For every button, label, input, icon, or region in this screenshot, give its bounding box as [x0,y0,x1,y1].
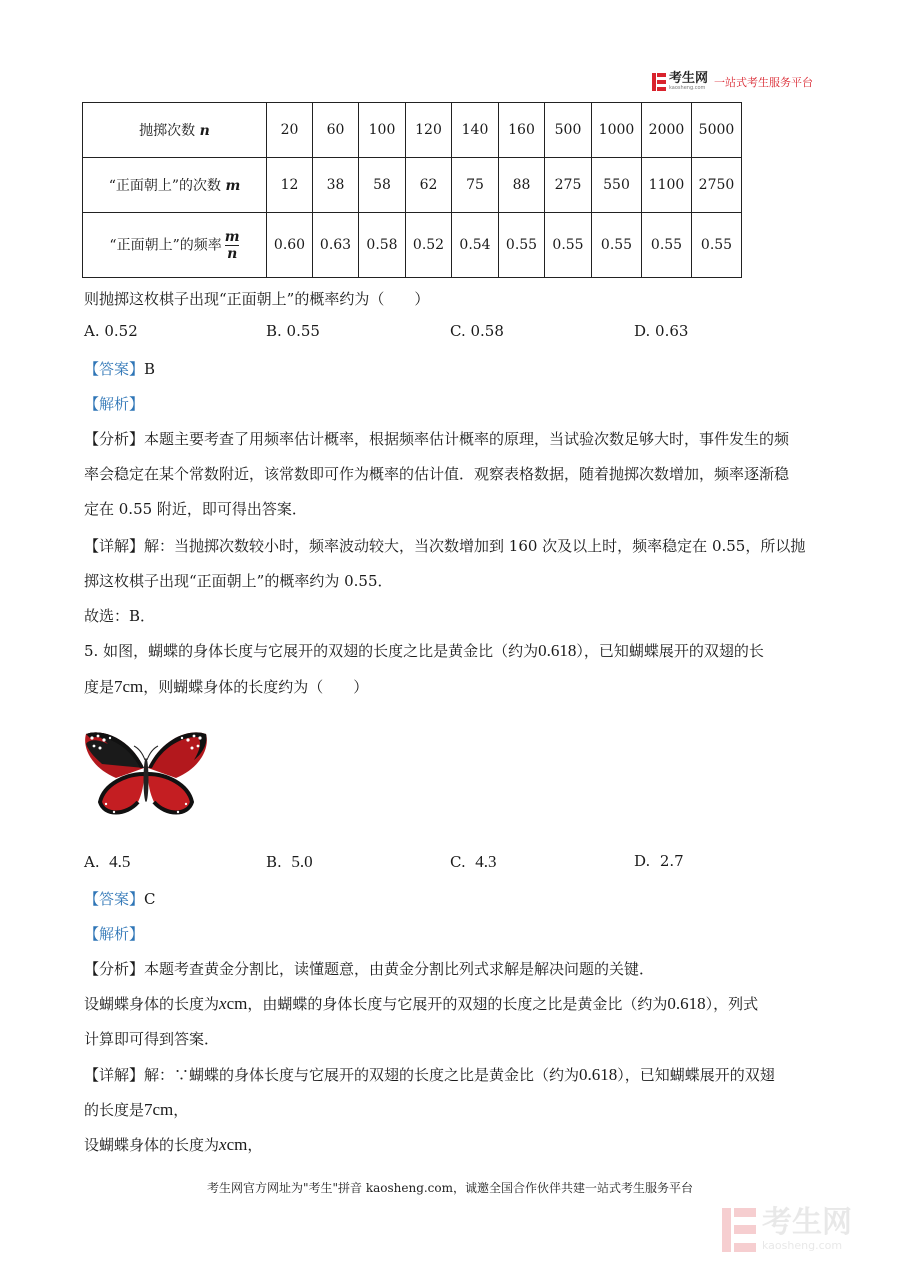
row-label-freq: “正面朝上”的频率 $\frac{m}{n}$ [83,213,267,278]
table-cell: 0.52 [406,213,452,278]
q5-last-line: 设蝴蝶身体的长度为xcm， [84,1135,263,1154]
q5-answer: 【答案】C [84,890,156,908]
watermark-logo [722,1207,852,1252]
table-cell: 12 [267,158,313,213]
logo-name: 考生网 [669,71,709,86]
table-cell: 0.60 [267,213,313,278]
table-row-freq [83,213,742,278]
table-cell: 275 [545,158,592,213]
q5-detail-line2: 的长度是7cm， [84,1100,189,1119]
table-cell: 1000 [592,103,642,158]
table-cell: 88 [499,158,545,213]
table-cell: 58 [359,158,406,213]
kaosheng-watermark-icon [722,1208,756,1252]
watermark-domain: kaosheng.com [762,1239,843,1252]
q4-fenxi-line2: 率会稳定在某个常数附近，该常数即可作为概率的估计值．观察表格数据，随着抛掷次数增加，频率逐渐稳 [84,465,790,483]
table-cell: 20 [267,103,313,158]
q4-fenxi-line3: 定在 0.55 附近，即可得出答案． [84,500,307,518]
table-cell: 120 [406,103,452,158]
table-cell: 160 [499,103,545,158]
table-cell: 2000 [642,103,692,158]
table-cell: 0.55 [545,213,592,278]
table-cell: 1100 [642,158,692,213]
q4-option-c: C. 0.58 [450,322,504,340]
table-cell: 140 [452,103,499,158]
q4-fenxi-line1: 【分析】本题主要考查了用频率估计概率，根据频率估计概率的原理，当试验次数足够大时，事件发生的频 [84,430,790,448]
q4-question: 则抛掷这枚棋子出现“正面朝上”的概率约为（ ） [84,290,430,308]
q4-option-a: A. 0.52 [84,322,138,340]
table-cell: 0.58 [359,213,406,278]
table-cell: 2750 [692,158,742,213]
row-label-n: 抛掷次数 n [83,103,267,158]
table-cell: 0.55 [592,213,642,278]
q4-detail-line2: 掷这枚棋子出现“正面朝上”的概率约为 0.55． [84,572,393,590]
table-cell: 0.55 [499,213,545,278]
table-cell: 0.63 [313,213,359,278]
table-cell: 0.55 [692,213,742,278]
butterfly-image [82,724,210,834]
q5-line1: 5. 如图，蝴蝶的身体长度与它展开的双翅的长度之比是黄金比（约为0.618），已知蝴蝶展开的双翅的长 [84,641,764,660]
coin-toss-table [82,102,742,278]
logo-slogan: 一站式考生服务平台 [714,75,814,89]
fraction-m-over-n: $\frac{m}{n}$ [224,228,240,262]
footer-text: 考生网官方网址为"考生"拼音 kaosheng.com，诚邀全国合作伙伴共建一站式考生服务平台 [206,1181,694,1195]
q4-option-d: D. 0.63 [634,322,689,340]
q4-analysis-tag: 【解析】 [84,395,145,413]
table-cell: 0.54 [452,213,499,278]
table-row-m [83,158,742,213]
q4-choose: 故选：B． [84,607,156,625]
table-row-n [83,103,742,158]
header-logo [652,72,813,91]
q5-detail-line1: 【详解】解：∵蝴蝶的身体长度与它展开的双翅的长度之比是黄金比（约为0.618），已知蝴蝶展开的双翅 [84,1065,775,1084]
q5-fenxi-line1: 【分析】本题考查黄金分割比，读懂题意，由黄金分割比列式求解是解决问题的关键． [84,960,655,978]
table-cell: 60 [313,103,359,158]
kaosheng-logo-icon [652,73,666,91]
table-cell: 38 [313,158,359,213]
q5-calc-line: 计算即可得到答案． [84,1030,220,1048]
q5-analysis-tag: 【解析】 [84,925,145,943]
q5-option-a: A. 4.5 [84,852,131,871]
q5-option-d: D. 2.7 [634,852,684,870]
row-label-m: “正面朝上”的次数 m [83,158,267,213]
table-cell: 100 [359,103,406,158]
table-cell: 5000 [692,103,742,158]
table-cell: 550 [592,158,642,213]
q5-option-c: C. 4.3 [450,852,497,871]
table-cell: 0.55 [642,213,692,278]
q4-option-b: B. 0.55 [266,322,320,340]
table-cell: 75 [452,158,499,213]
table-cell: 500 [545,103,592,158]
q4-answer: 【答案】B [84,360,156,378]
table-cell: 62 [406,158,452,213]
q5-line2: 度是7cm，则蝴蝶身体的长度约为（ ） [84,677,369,696]
watermark-name: 考生网 [762,1205,852,1240]
q5-set-line: 设蝴蝶身体的长度为xcm，由蝴蝶的身体长度与它展开的双翅的长度之比是黄金比（约为0.618），列式 [84,994,759,1013]
logo-domain: kaosheng.com [669,85,706,91]
q4-detail-line1: 【详解】解：当抛掷次数较小时，频率波动较大，当次数增加到 160 次及以上时，频率稳定在 0.55，所以抛 [84,537,806,555]
q5-option-b: B. 5.0 [266,852,313,871]
